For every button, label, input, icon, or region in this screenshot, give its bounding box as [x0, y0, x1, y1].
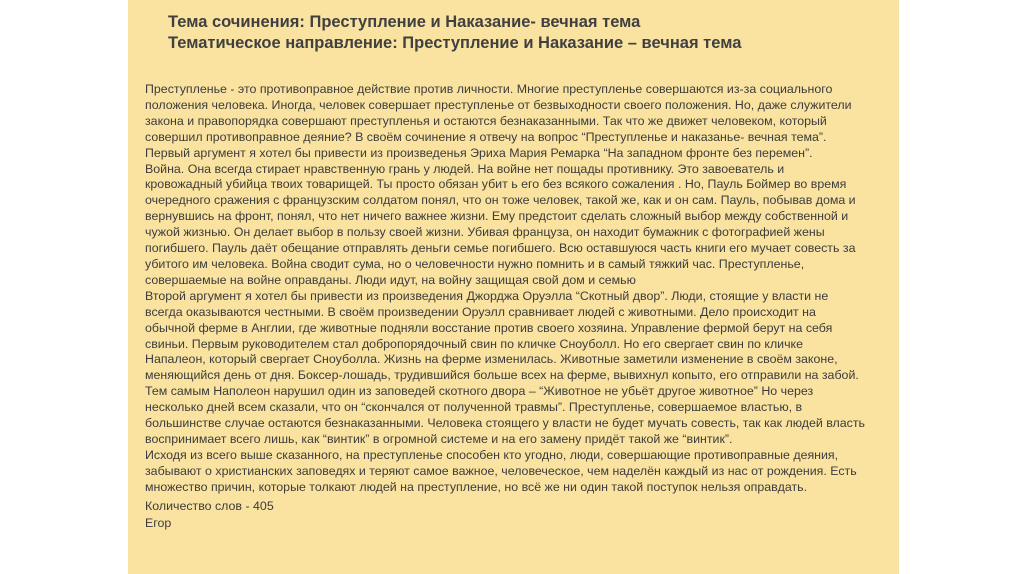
essay-text: [145, 82, 890, 496]
essay-line: воспринимает всего лишь, как “винтик” в огромной системе и на его замену придёт такой же “винтик”.: [145, 431, 733, 446]
essay-line: закона и правопорядка совершают преступленья и остаются безнаказанными. Так что же движет человеком, который: [145, 113, 827, 128]
essay-line: свиньи. Первым руководителем стал добропорядочный свин по кличке Сноуболл. Но его свергает свин по кличке: [145, 336, 804, 351]
essay-line: несколько дней всем сказали, что он “скончался от полученной травмы”. Преступленье, совершаемое властью, в: [145, 400, 803, 415]
essay-line: множество причин, которые толкают людей на преступление, но всё же ни один такой поступок нельзя оправдать.: [145, 479, 808, 494]
essay-line: большинстве случае остаются безнаказанными. Человека стоящего у власти не будет мучать совесть, так как людей власть: [145, 416, 866, 431]
essay-line: погибшего. Пауль даёт обещание отправлять деньги семье погибшего. Всю оставшуюся часть книги его мучает совесть за: [145, 241, 856, 256]
essay-line: кровожадный убийца твоих товарищей. Ты просто обязан убит ь его без всякого сожаления . Но, Пауль Боймер во время: [145, 177, 847, 192]
essay-line: совершаемые на войне оправданы. Люди идут, на войну защищая свой дом и семью: [145, 272, 636, 287]
footer: [145, 498, 545, 531]
title-line-2: Тематическое направление: Преступление и Наказание – вечная тема: [168, 34, 742, 52]
essay-line: всегда оказываются честными. В своём произведении Оруэлл сравнивает людей с животными. Дело происходит на: [145, 304, 816, 319]
essay-line: Тем самым Наполеон нарушил один из заповедей скотного двора – “Животное не убьёт другое животное” Но через: [145, 384, 814, 399]
slide-title: [168, 12, 888, 54]
word-count: Количество слов - 405: [145, 499, 274, 513]
author-name: Егор: [145, 515, 172, 530]
essay-line: очередного сражения с французским солдатом понял, что он тоже человек, такой же, как и он сам. Пауль, побывав дома и: [145, 193, 856, 208]
essay-line: меняющийся день от дня. Боксер-лошадь, трудившийся больше всех на ферме, вывихнул копыто, его отправили на забой.: [145, 368, 859, 383]
slide: [128, 0, 899, 574]
essay-line: положения человека. Иногда, человек совершает преступленье от безвыходности своего положения. Но, даже служители: [145, 97, 852, 112]
essay-line: Исходя из всего выше сказанного, на преступленье способен кто угодно, люди, совершающие противоправные деяния,: [145, 447, 839, 462]
essay-line: совершил противоправное деяние? В своём сочинение я отвечу на вопрос “Преступленье и наказанье- вечная тема”.: [145, 129, 827, 144]
essay-line: Преступленье - это противоправное действие против личности. Многие преступленье совершаются из-за социального: [145, 82, 833, 96]
essay-line: Второй аргумент я хотел бы привести из произведения Джорджа Оруэлла “Скотный двор”. Люди, стоящие у власти не: [145, 288, 829, 303]
essay-line: Напалеон, который свергает Сноуболла. Жизнь на ферме изменилась. Животные заметили изменение в своём законе,: [145, 352, 838, 367]
title-line-1: Тема сочинения: Преступление и Наказание- вечная тема: [168, 13, 641, 31]
essay-line: забывают о христианских заповедях и теряют самое важное, человеческое, чем наделён каждый из нас от рождения. Есть: [145, 463, 857, 478]
essay-line: чужой жизнью. Он делает выбор в пользу своей жизни. Убивая француза, он находит бумажник с фотографией жены: [145, 225, 825, 240]
essay-line: убитого им человека. Война сводит сума, но о человечности нужно помнить и в самый тяжкий час. Преступленье,: [145, 256, 805, 271]
essay-line: вернувшись на фронт, понял, что нет ничего важнее жизни. Ему предстоит сделать сложный выбор между собственной и: [145, 209, 849, 224]
essay-line: Первый аргумент я хотел бы привести из произведенья Эриха Мария Ремарка “На западном фронте без перемен”.: [145, 145, 813, 160]
essay-line: обычной ферме в Англии, где животные подняли восстание против своего хозяина. Управление фермой берут на себя: [145, 320, 833, 335]
essay-line: Война. Она всегда стирает нравственную грань у людей. На войне нет пощады противнику. Это завоеватель и: [145, 161, 785, 176]
